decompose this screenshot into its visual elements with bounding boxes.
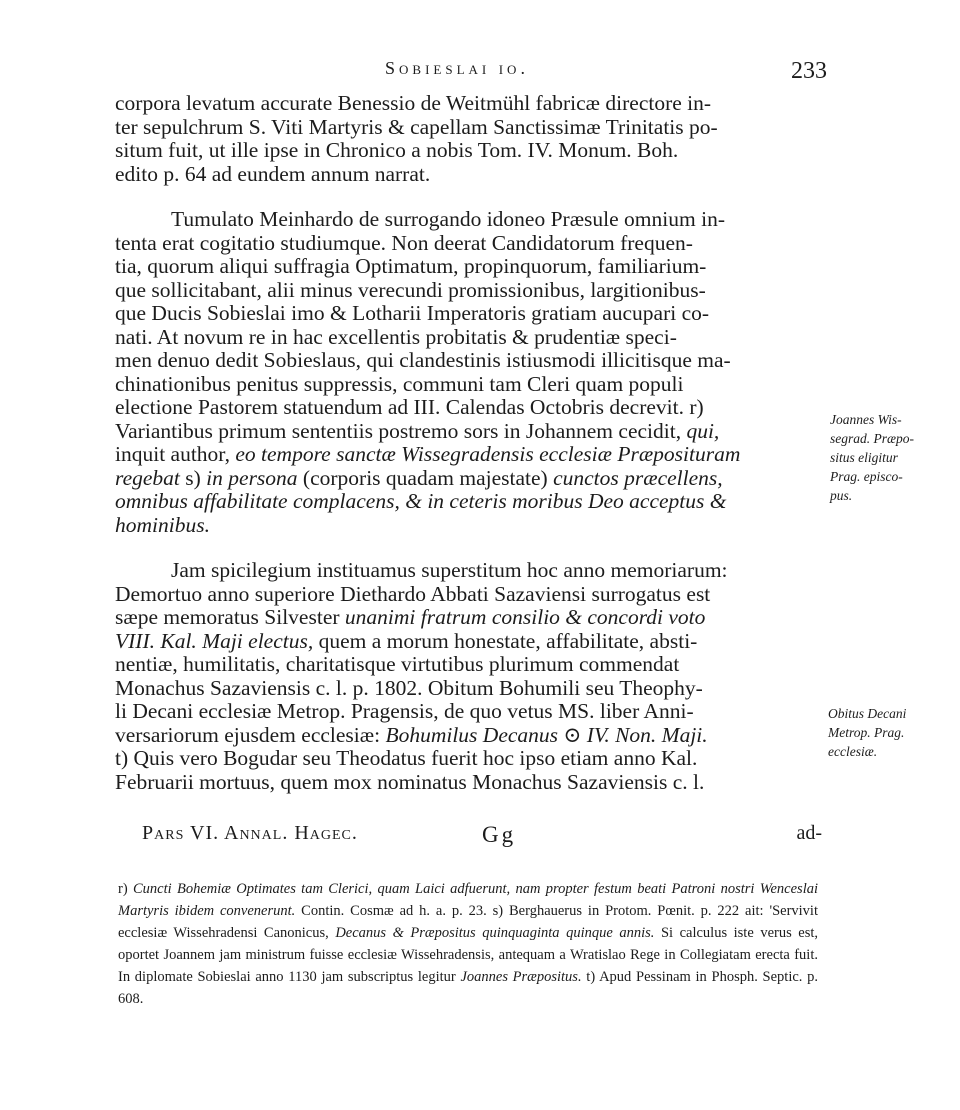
text-line: tenta erat cogitatio studiumque. Non deerat Candidatorum frequen-	[115, 230, 693, 255]
text-line	[115, 490, 825, 514]
text-line: que Ducis Sobieslai imo & Lotharii Imperatoris gratiam aucupari co-	[115, 301, 710, 325]
text-line: li Decani ecclesiæ Metrop. Pragensis, de quo vetus MS. liber Anni-	[115, 699, 694, 723]
footnote-mark: s)	[492, 903, 504, 919]
text-run: Berghauerus in Protom. Pœnit. p. 222 ait: 'Servivit ecclesiæ Wissehradensi Canonicus,	[118, 903, 818, 941]
text-run: sæpe memoratus Silvester	[115, 605, 340, 629]
text-line: men denuo dedit Sobieslaus, qui clandestinis istiusmodi illicitisque ma-	[115, 348, 731, 372]
marginal-line: Prag. episco-	[830, 469, 903, 484]
marginal-line: Joannes Wis-	[830, 412, 902, 427]
footnote-ref: s)	[185, 465, 201, 490]
text-run: (corporis quadam majestate)	[302, 465, 548, 490]
page-number: 233	[791, 58, 827, 84]
text-line: ter sepulchrum S. Viti Martyris & capellam Sanctissimæ Trinitatis po-	[115, 114, 718, 139]
text-line: t) Quis vero Bogudar seu Theodatus fuerit hoc ipso etiam anno Kal.	[115, 746, 698, 770]
catchword: ad-	[796, 822, 822, 844]
italic-run: VIII. Kal. Maji electus,	[115, 628, 314, 653]
text-run: inquit author,	[115, 442, 230, 466]
text-line	[115, 606, 825, 630]
italic-run: Bohumilus Decanus ⊙ IV. Non. Maji.	[385, 722, 708, 747]
italic-run: Decanus & Præpositus quinquaginta quinque annis.	[335, 925, 655, 941]
italic-run: cunctos præcellens,	[553, 465, 723, 490]
text-line: edito p. 64 ad eundem annum narrat.	[115, 161, 431, 186]
signature-line	[142, 822, 822, 848]
marginal-line: situs eligitur	[830, 450, 898, 465]
footnote-mark: t)	[586, 969, 596, 985]
signature-mark: Gg	[482, 822, 517, 847]
italic-run: unanimi fratrum consilio & concordi voto	[344, 605, 706, 629]
text-line	[115, 630, 825, 654]
text-line: Jam spicilegium instituamus superstitum hoc anno memoriarum:	[171, 558, 728, 582]
marginal-line: Obitus Decani	[828, 706, 907, 721]
text-run: Variantibus primum sententiis postremo sors in Johannem cecidit,	[115, 418, 682, 443]
text-run: versariorum ejusdem ecclesiæ:	[115, 722, 381, 747]
footnote-mark: r)	[118, 881, 128, 897]
text-run: Apud Pessinam in Phosph. Septic. p. 608.	[118, 969, 819, 1007]
text-line: que sollicitabant, alii minus verecundi promissionibus, largitionibus-	[115, 277, 706, 302]
marginal-note	[828, 704, 946, 761]
text-run: Contin. Cosmæ ad h. a. p. 23.	[301, 903, 487, 919]
text-run: Si calculus iste verus est, oportet Joannem jam ministrum fuisse ecclesiæ Wissehradensis, antequam a Wratislao Rege in Collegiatam erecta fuit. In diplomate Sobieslai anno 1130 jam subscriptus legitur	[118, 925, 819, 985]
text-line	[115, 420, 825, 444]
italic-run: hominibus.	[115, 512, 210, 537]
running-title: Sobieslai io.	[385, 58, 529, 78]
text-line: Monachus Sazaviensis c. l. p. 1802. Obitum Bohumili seu Theophy-	[115, 675, 703, 700]
text-line	[115, 514, 825, 538]
marginal-line: pus.	[830, 488, 853, 503]
italic-run: in persona	[206, 465, 298, 490]
text-line	[115, 467, 825, 491]
page-header	[115, 58, 827, 92]
footnotes	[118, 878, 818, 1010]
text-line: Tumulato Meinhardo de surrogando idoneo Præsule omnium in-	[171, 207, 725, 231]
text-line: Februarii mortuus, quem mox nominatus Monachus Sazaviensis c. l.	[115, 769, 705, 794]
marginal-line: Metrop. Prag.	[828, 725, 905, 740]
text-line	[115, 443, 825, 467]
italic-run: regebat	[115, 465, 180, 490]
marginal-note	[830, 410, 948, 505]
italic-run: omnibus affabilitate complacens, & in ceteris moribus Deo acceptus &	[115, 489, 727, 513]
footnote	[118, 878, 818, 1010]
text-line: electione Pastorem statuendum ad III. Calendas Octobris decrevit. r)	[115, 395, 704, 419]
signature-pars: Pars VI. Annal. Hagec.	[142, 822, 358, 844]
text-line: situm fuit, ut ille ipse in Chronico a nobis Tom. IV. Monum. Boh.	[115, 138, 679, 162]
main-text	[115, 92, 825, 794]
text-line	[115, 724, 825, 748]
text-line: corpora levatum accurate Benessio de Weitmühl fabricæ directore in-	[115, 91, 712, 115]
text-line: nati. At novum re in hac excellentis probitatis & prudentiæ speci-	[115, 324, 677, 349]
marginal-line: segrad. Præpo-	[830, 431, 914, 446]
italic-run: eo tempore sanctæ Wissegradensis ecclesiæ Præposituram	[235, 442, 741, 466]
text-line: chinationibus penitus suppressis, communi tam Cleri quam populi	[115, 371, 684, 396]
italic-run: qui,	[686, 418, 720, 443]
italic-run: Joannes Præpositus.	[460, 969, 582, 985]
text-line: tia, quorum aliqui suffragia Optimatum, propinquorum, familiarium-	[115, 254, 707, 278]
italic-run: Cuncti Bohemiæ Optimates tam Clerici, quam Laici adfuerunt, nam propter festum beati Patroni nostri Wenceslai Martyris ibidem convenerunt.	[118, 881, 819, 919]
text-line: Demortuo anno superiore Diethardo Abbati Sazaviensi surrogatus est	[115, 581, 711, 606]
marginal-line: ecclesiæ.	[828, 744, 878, 759]
text-line: nentiæ, humilitatis, charitatisque virtutibus plurimum commendat	[115, 652, 680, 676]
text-run: quem a morum honestate, affabilitate, absti-	[318, 628, 698, 653]
